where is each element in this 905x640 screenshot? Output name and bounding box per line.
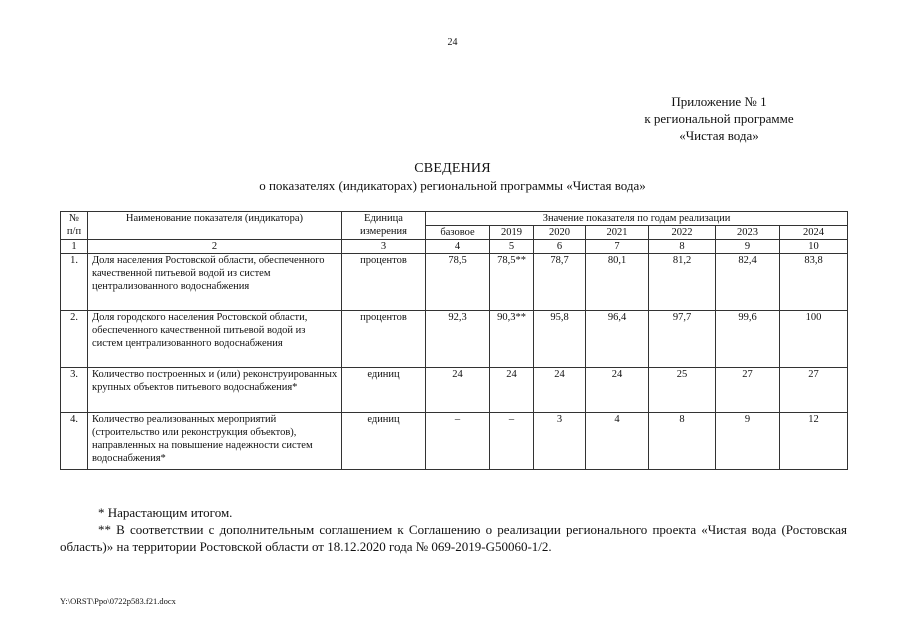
row-value: 80,1 xyxy=(586,254,649,311)
row-unit: процентов xyxy=(342,254,426,311)
appendix-line-1: Приложение № 1 xyxy=(671,94,767,109)
row-num: 4. xyxy=(61,413,88,470)
document-title: СВЕДЕНИЯ xyxy=(414,161,491,176)
footnotes xyxy=(60,504,847,555)
row-value: 24 xyxy=(426,368,490,413)
row-num: 1. xyxy=(61,254,88,311)
row-name: Количество построенных и (или) реконструированных крупных объектов питьевого водоснабжения* xyxy=(88,368,342,413)
row-name: Доля населения Ростовской области, обеспеченного качественной питьевой водой из систем централизованного водоснабжения xyxy=(88,254,342,311)
row-value: 90,3** xyxy=(490,311,534,368)
file-path: Y:\ORST\Ppo\0722p583.f21.docx xyxy=(60,596,176,606)
row-value: – xyxy=(490,413,534,470)
footnote-agreement: ** В соответствии с дополнительным соглашением к Соглашению о реализации регионального проекта «Чистая вода (Ростовская область)» на территории Ростовской области от 18.12.2020 года № 069-2019-G50060-1/2. xyxy=(60,522,847,554)
row-value: 99,6 xyxy=(716,311,780,368)
row-name: Доля городского населения Ростовской области, обеспеченного качественной питьевой водой из систем централизованного водоснабжения xyxy=(88,311,342,368)
column-number: 10 xyxy=(780,240,848,254)
column-number: 8 xyxy=(649,240,716,254)
row-value: 92,3 xyxy=(426,311,490,368)
row-value: 78,5 xyxy=(426,254,490,311)
row-value: 95,8 xyxy=(534,311,586,368)
row-value: 8 xyxy=(649,413,716,470)
header-name: Наименование показателя (индикатора) xyxy=(88,212,342,240)
row-value: 100 xyxy=(780,311,848,368)
table-row xyxy=(61,413,848,470)
row-value: 27 xyxy=(780,368,848,413)
footnote-cumulative: * Нарастающим итогом. xyxy=(98,505,233,520)
header-year-base: базовое xyxy=(426,226,490,240)
row-value: 96,4 xyxy=(586,311,649,368)
column-number: 9 xyxy=(716,240,780,254)
appendix-header xyxy=(609,93,829,144)
row-unit: единиц xyxy=(342,368,426,413)
row-value: 78,5** xyxy=(490,254,534,311)
column-number: 4 xyxy=(426,240,490,254)
column-number: 6 xyxy=(534,240,586,254)
column-number: 7 xyxy=(586,240,649,254)
header-unit: Единица измерения xyxy=(342,212,426,240)
row-value: 24 xyxy=(490,368,534,413)
appendix-line-3: «Чистая вода» xyxy=(679,128,759,143)
column-number: 5 xyxy=(490,240,534,254)
header-num: № п/п xyxy=(61,212,88,240)
header-year-2023: 2023 xyxy=(716,226,780,240)
header-values-group: Значение показателя по годам реализации xyxy=(426,212,848,226)
header-year-2022: 2022 xyxy=(649,226,716,240)
column-number: 2 xyxy=(88,240,342,254)
row-value: 82,4 xyxy=(716,254,780,311)
header-year-2019: 2019 xyxy=(490,226,534,240)
header-year-2024: 2024 xyxy=(780,226,848,240)
row-value: 12 xyxy=(780,413,848,470)
column-number: 1 xyxy=(61,240,88,254)
row-value: 83,8 xyxy=(780,254,848,311)
row-num: 2. xyxy=(61,311,88,368)
column-number: 3 xyxy=(342,240,426,254)
column-number-row xyxy=(61,240,848,254)
table-row xyxy=(61,254,848,311)
row-value: 97,7 xyxy=(649,311,716,368)
row-value: 4 xyxy=(586,413,649,470)
table-row xyxy=(61,368,848,413)
row-value: 78,7 xyxy=(534,254,586,311)
document-subtitle: о показателях (индикаторах) региональной программы «Чистая вода» xyxy=(259,178,646,193)
row-value: 3 xyxy=(534,413,586,470)
page-number: 24 xyxy=(447,37,458,48)
row-value: 81,2 xyxy=(649,254,716,311)
table-row xyxy=(61,311,848,368)
document-heading xyxy=(0,160,905,194)
indicators-table xyxy=(60,211,848,470)
row-value: 24 xyxy=(534,368,586,413)
row-name: Количество реализованных мероприятий (строительство или реконструкция объектов), направленных на повышение надежности систем водоснабжения* xyxy=(88,413,342,470)
row-value: 27 xyxy=(716,368,780,413)
row-value: 9 xyxy=(716,413,780,470)
appendix-line-2: к региональной программе xyxy=(644,111,794,126)
header-year-2020: 2020 xyxy=(534,226,586,240)
row-value: 25 xyxy=(649,368,716,413)
row-unit: единиц xyxy=(342,413,426,470)
header-year-2021: 2021 xyxy=(586,226,649,240)
row-num: 3. xyxy=(61,368,88,413)
row-value: 24 xyxy=(586,368,649,413)
row-value: – xyxy=(426,413,490,470)
row-unit: процентов xyxy=(342,311,426,368)
